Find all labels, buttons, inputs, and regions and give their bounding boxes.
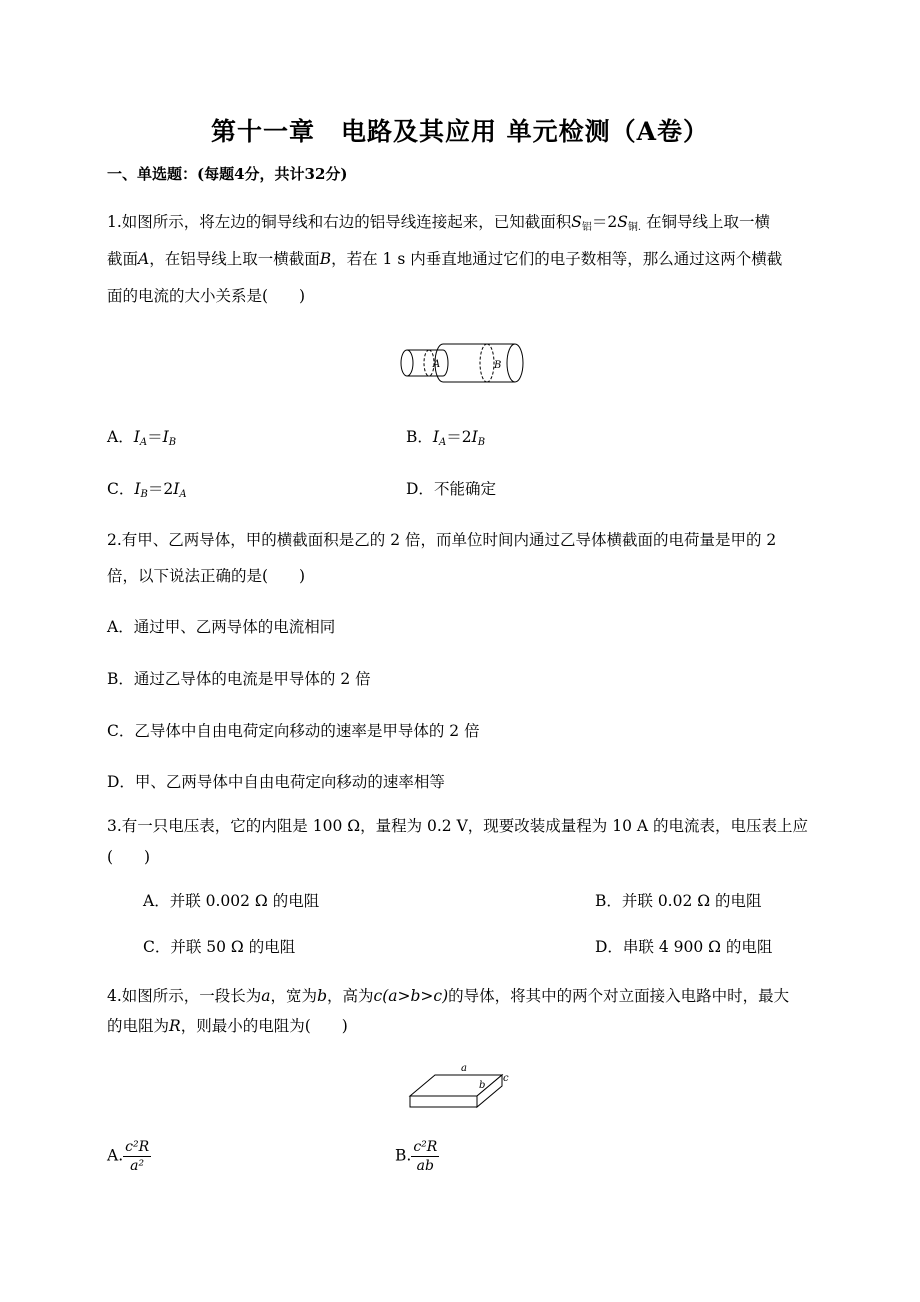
q2-option-b[interactable]: B．通过乙导体的电流是甲导体的 2 倍 [107, 670, 371, 688]
q1-sub-al: 铝 [581, 222, 592, 233]
q1-sub: A [439, 437, 447, 448]
q1-i: I [432, 428, 440, 446]
q1-cylinder-figure [395, 340, 527, 384]
q1-i: I [173, 480, 180, 498]
q1-eq: ＝ [147, 428, 163, 446]
q4-text: 的导体，将其中的两个对立面接入电路中时，最大 [448, 987, 790, 1005]
q1-line2 [107, 249, 782, 269]
fraction-numerator: c²R [125, 1139, 150, 1155]
q3-option-d[interactable]: D．串联 4 900 Ω 的电阻 [595, 938, 773, 956]
q1-A: A [138, 250, 150, 268]
q4-cond: (a>b>c) [382, 987, 449, 1005]
q4-text: 4.如图所示，一段长为 [107, 987, 262, 1005]
q1-sub: B [168, 437, 177, 448]
q1-line1 [107, 212, 770, 238]
q4-option-b[interactable] [395, 1138, 439, 1175]
q2-line2: 倍，以下说法正确的是( ) [107, 567, 306, 585]
section-heading: 一、单选题：(每题4分，共计32分) [107, 165, 348, 183]
fig-label-a: A [433, 359, 441, 370]
q3-option-b[interactable]: B．并联 0.02 Ω 的电阻 [595, 892, 762, 910]
fraction [123, 1138, 151, 1175]
q1-opt-label: D． [406, 480, 434, 498]
q1-sub: B [477, 437, 486, 448]
q1-option-a[interactable] [107, 427, 176, 453]
q1-text-b: 在铜导线上取一横 [641, 213, 771, 231]
q1-opt-label: C． [107, 480, 135, 498]
q1-opt-text: 不能确定 [433, 480, 496, 498]
q1-i: I [471, 428, 478, 446]
fig-label-b: b [479, 1080, 486, 1091]
q1-l2c: ，若在 1 s 内垂直地通过它们的电子数相等，那么通过这两个横截 [331, 250, 783, 268]
fig-label-b: B [494, 360, 502, 371]
q3-line2: ( ) [107, 848, 151, 866]
fig-label-a: a [461, 1063, 467, 1074]
q4-text: ，宽为 [270, 987, 318, 1005]
q1-line3: 面的电流的大小关系是( ) [107, 287, 306, 305]
fraction-denominator: a² [130, 1158, 145, 1174]
q2-option-d[interactable]: D．甲、乙两导体中自由电荷定向移动的速率相等 [107, 773, 445, 791]
q1-B: B [319, 250, 332, 268]
q4-block-figure [405, 1062, 515, 1112]
q1-eq: ＝2 [591, 213, 618, 231]
q2-option-a[interactable]: A．通过甲、乙两导体的电流相同 [107, 618, 336, 636]
q4-opt-label: A. [107, 1146, 124, 1165]
q2-line1: 2.有甲、乙两导体，甲的横截面积是乙的 2 倍，而单位时间内通过乙导体横截面的电荷量是甲的 2 [107, 531, 777, 549]
fraction-numerator: c²R [413, 1139, 438, 1155]
page-title: 第十一章 电路及其应用 单元检测（A卷） [210, 117, 710, 146]
q1-i: I [134, 480, 141, 498]
q4-text: ，高为 [327, 987, 374, 1005]
q4-opt-label: B. [395, 1146, 412, 1165]
q3-option-a[interactable]: A．并联 0.002 Ω 的电阻 [143, 892, 320, 910]
q1-l2a: 截面 [107, 250, 139, 268]
q3-line1: 3.有一只电压表，它的内阻是 100 Ω，量程为 0.2 V，现要改装成量程为 10 A 的电流表，电压表上应 [107, 817, 808, 835]
q4-r: R [169, 1017, 181, 1035]
q1-opt-label: A． [107, 428, 134, 446]
q4-line2 [107, 1016, 348, 1036]
q1-i: I [133, 428, 140, 446]
q1-sub: A [139, 437, 148, 448]
q4-option-a[interactable] [107, 1138, 151, 1175]
q1-option-b[interactable] [406, 427, 485, 453]
q2-option-c[interactable]: C．乙导体中自由电荷定向移动的速率是甲导体的 2 倍 [107, 722, 480, 740]
q1-sub: B [140, 489, 148, 500]
q1-sub: A [179, 489, 187, 500]
q1-option-c[interactable] [107, 479, 187, 505]
q1-eq: ＝2 [147, 480, 174, 498]
q1-sub-cu: 铜. [627, 222, 642, 233]
fraction [411, 1138, 439, 1175]
q1-s: S [571, 213, 582, 231]
q1-l2b: ，在铝导线上取一横截面 [149, 250, 320, 268]
q4-c: c [373, 987, 383, 1005]
q1-eq: ＝2 [446, 428, 472, 446]
q1-opt-label: B． [406, 428, 433, 446]
q1-i: I [162, 428, 169, 446]
q4-b: b [317, 987, 327, 1005]
q4-line1 [107, 986, 789, 1006]
fraction-denominator: ab [416, 1158, 434, 1174]
q3-option-c[interactable]: C．并联 50 Ω 的电阻 [143, 938, 296, 956]
fig-label-c: c [503, 1073, 509, 1084]
q1-option-d[interactable] [406, 479, 496, 499]
q4-a: a [261, 987, 271, 1005]
q1-s2: S [617, 213, 628, 231]
q1-text: 1.如图所示，将左边的铜导线和右边的铝导线连接起来，已知截面积 [107, 213, 572, 231]
q4-text: 的电阻为 [107, 1017, 170, 1035]
q4-text: ，则最小的电阻为( ) [180, 1017, 348, 1035]
